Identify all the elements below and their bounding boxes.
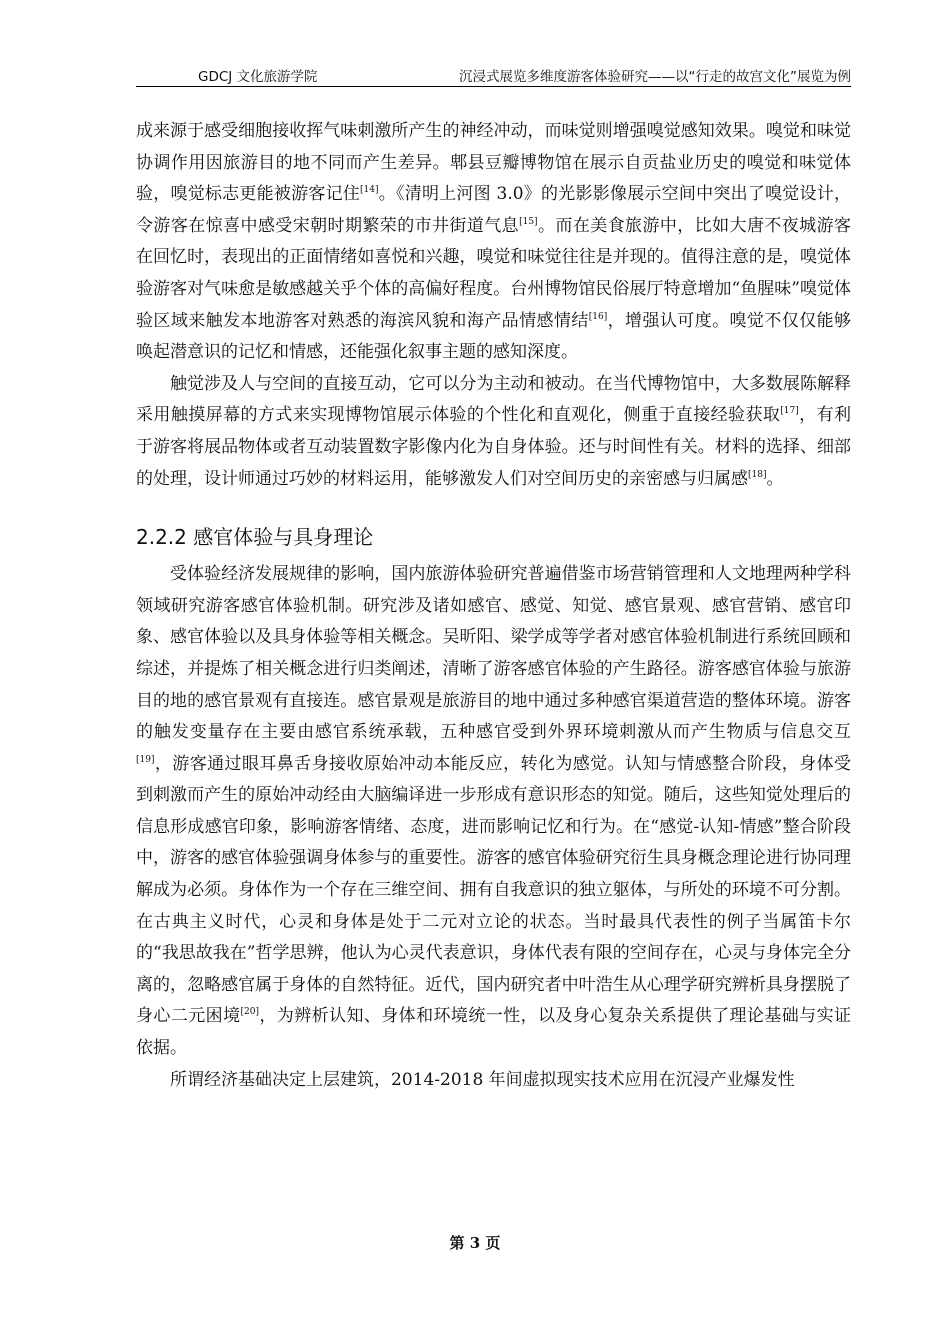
text-run: 。《清明上河图 3.0》的光影影像展示空间中突出了嗅觉设计，令游客在惊喜中感受宋朝时期繁荣的市井街道气息 bbox=[136, 184, 851, 236]
text-run: ，有利于游客将展品物体或者互动装置数字影像内化为自身体验。还与时间性有关。材料的选择、细部的处理，设计师通过巧妙的材料运用，能够激发人们对空间历史的亲密感与归属感 bbox=[136, 405, 852, 489]
paragraph-economic-base: 所谓经济基础决定上层建筑，2014-2018 年间虚拟现实技术应用在沉浸产业爆发性 bbox=[170, 1069, 795, 1090]
section-heading: 2.2.2 感官体验与具身理论 bbox=[136, 525, 374, 550]
citation-ref: [14] bbox=[360, 185, 379, 196]
citation-ref: [17] bbox=[780, 406, 799, 417]
body-text bbox=[136, 116, 851, 1096]
paragraph-tactile bbox=[136, 369, 851, 495]
text-run: ，增强认可度。嗅觉不仅仅能够唤起潜意识的记忆和情感，还能强化叙事主题的感知深度。 bbox=[136, 310, 851, 363]
text-run: 受体验经济发展规律的影响，国内旅游体验研究普遍借鉴市场营销管理和人文地理两种学科领域研究游客感官体验机制。研究涉及诸如感官、感觉、知觉、感官景观、感官营销、感官印象、感官体验以及具身体验等相关概念。吴昕阳、梁学成等学者对感官体验机制进行系统回顾和综述，并提炼了相关概念进行归类阐述，清晰了游客感官体验的产生路径。游客感官体验与旅游目的地的感官景观有直接连。感官景观是旅游目的地中通过多种感官渠道营造的整体环境。游客的触发变量存在主要由感官系统承载，五种感官受到外界环境刺激从而产生物质与信息交互 bbox=[136, 564, 851, 743]
page-number: 第 3 页 bbox=[449, 1234, 501, 1252]
citation-ref: [19] bbox=[136, 754, 155, 765]
paragraph-sensory-embodiment bbox=[136, 559, 851, 1065]
text-run: 。而在美食旅游中，比如大唐不夜城游客在回忆时，表现出的正面情绪如喜悦和兴趣，嗅觉和味觉往往是并现的。值得注意的是，嗅觉体验游客对气味愈是敏感越关乎个体的高偏好程度。台州博物馆民俗展厅特意增加“鱼腥味”嗅觉体验区域来触发本地游客对熟悉的海滨风貌和海产品情感情结 bbox=[136, 215, 852, 331]
text-run: 成来源于感受细胞接收挥气味刺激所产生的神经冲动，而味觉则增强嗅觉感知效果。嗅觉和味觉协调作用因旅游目的地不同而产生差异。郫县豆瓣博物馆在展示自贡盐业历史的嗅觉和味觉体验，嗅觉标志更能被游客记住 bbox=[136, 121, 851, 205]
citation-ref: [20] bbox=[240, 1007, 259, 1018]
header-thesis-title: 沉浸式展览多维度游客体验研究——以“行走的故宫文化”展览为例 bbox=[459, 69, 851, 85]
text-run: 触觉涉及人与空间的直接互动，它可以分为主动和被动。在当代博物馆中，大多数展陈解释采用触摸屏幕的方式来实现博物馆展示体验的个性化和直观化，侧重于直接经验获取 bbox=[136, 373, 851, 426]
header-institution: GDCJ 文化旅游学院 bbox=[198, 69, 318, 85]
citation-ref: [16] bbox=[588, 311, 608, 322]
text-run: ，游客通过眼耳鼻舌身接收原始冲动本能反应，转化为感觉。认知与情感整合阶段，身体受到刺激而产生的原始冲动经由大脑编译进一步形成有意识形态的知觉。随后，这些知觉处理后的信息形成感官印象，影响游客情绪、态度，进而影响记忆和行为。在“感觉-认知-情感”整合阶段中，游客的感官体验强调身体参与的重要性。游客的感官体验研究衍生具身概念理论进行协同理解成为必须。身体作为一个存在三维空间、拥有自我意识的独立躯体，与所处的环境不可分割。在古典主义时代，心灵和身体是处于二元对立论的状态。当时最具代表性的例子当属笛卡尔的“我思故我在”哲学思辨，他认为心灵代表意识，身体代表有限的空间存在，心灵与身体完全分离的，忽略感官属于身体的自然特征。近代，国内研究者中叶浩生从心理学研究辨析具身摆脱了身心二元困境 bbox=[136, 753, 851, 1027]
text-run: ，为辨析认知、身体和环境统一性，以及身心复杂关系提供了理论基础与实证依据。 bbox=[136, 1006, 852, 1059]
text-run: 。 bbox=[766, 468, 784, 489]
citation-ref: [18] bbox=[748, 469, 767, 480]
running-header bbox=[136, 60, 851, 87]
citation-ref: [15] bbox=[519, 216, 538, 227]
paragraph-olfactory bbox=[136, 116, 851, 369]
